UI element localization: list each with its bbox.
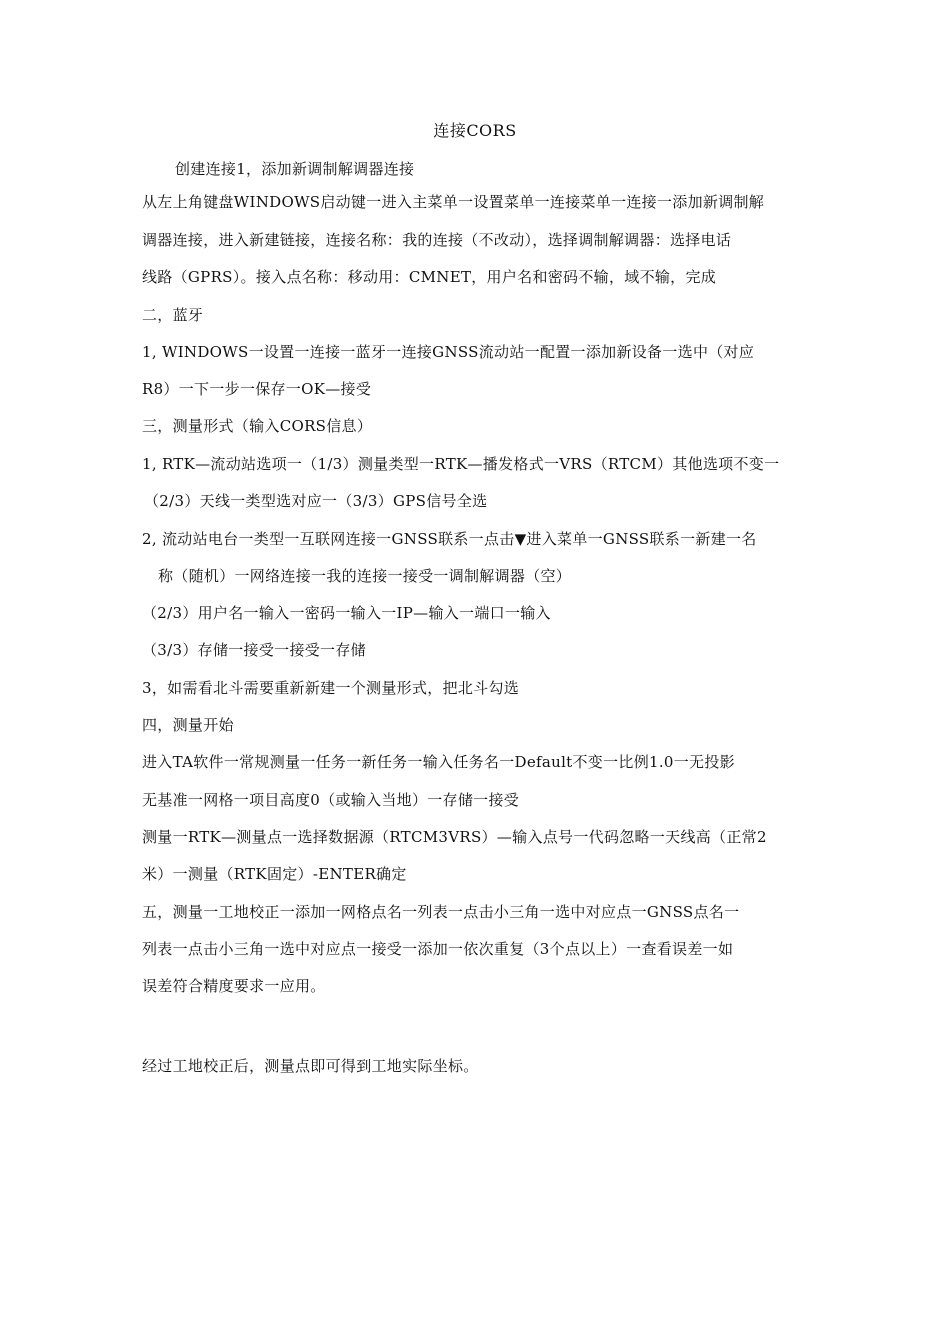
text-line: 线路（GPRS）。接入点名称：移动用：CMNET，用户名和密码不输，域不输，完成	[142, 268, 717, 286]
text-line: 进入TA软件一常规测量一任务一新任务一输入任务名一Default不变一比例1.0一无投影	[142, 753, 735, 771]
text-line: R8）一下一步一保存一OK—接受	[142, 380, 372, 398]
text-line: 创建连接1，添加新调制解调器连接	[175, 160, 415, 178]
document-title: 连接CORS	[433, 121, 517, 140]
section-heading: 四，测量开始	[142, 716, 234, 734]
section-heading: 二，蓝牙	[142, 306, 204, 324]
text-line: 无基准一网格一项目高度0（或输入当地）一存储一接受	[142, 791, 520, 809]
text-line: （2/3）天线一类型选对应一（3/3）GPS信号全选	[144, 492, 488, 510]
text-line: 1, RTK—流动站选项一（1/3）测量类型一RTK—播发格式一VRS（RTCM）其他选项不变一	[142, 455, 780, 473]
text-line: 米）一测量（RTK固定）-ENTER确定	[142, 865, 407, 883]
text-line: 误差符合精度要求一应用。	[142, 977, 326, 995]
text-line: 列表一点击小三角一选中对应点一接受一添加一依次重复（3个点以上）一查看误差一如	[142, 940, 734, 958]
text-line: 称（随机）一网络连接一我的连接一接受一调制解调器（空）	[158, 567, 572, 585]
text-line: 调器连接，进入新建链接，连接名称：我的连接（不改动），选择调制解调器：选择电话	[142, 231, 732, 249]
section-heading: 五，测量一工地校正一添加一网格点名一列表一点击小三角一选中对应点一GNSS点名一	[142, 903, 740, 921]
section-heading: 三，测量形式（输入CORS信息）	[142, 417, 373, 435]
text-line: （2/3）用户名一输入一密码一输入一IP—输入一端口一输入	[142, 604, 551, 622]
text-line: 测量一RTK—测量点一选择数据源（RTCM3VRS）—输入点号一代码忽略一天线高（正常2	[142, 828, 767, 846]
text-line: 1, WINDOWS一设置一连接一蓝牙一连接GNSS流动站一配置一添加新设备一选中（对应	[142, 343, 755, 361]
text-line: （3/3）存储一接受一接受一存储	[142, 641, 366, 659]
text-line: 2, 流动站电台一类型一互联网连接一GNSS联系一点击▼进入菜单一GNSS联系一新建一名	[142, 530, 757, 548]
text-line: 经过工地校正后，测量点即可得到工地实际坐标。	[142, 1057, 479, 1075]
text-line: 从左上角键盘WINDOWS启动键一进入主菜单一设置菜单一连接菜单一连接一添加新调制解	[142, 193, 765, 211]
text-line: 3，如需看北斗需要重新新建一个测量形式，把北斗勾选	[142, 679, 520, 697]
